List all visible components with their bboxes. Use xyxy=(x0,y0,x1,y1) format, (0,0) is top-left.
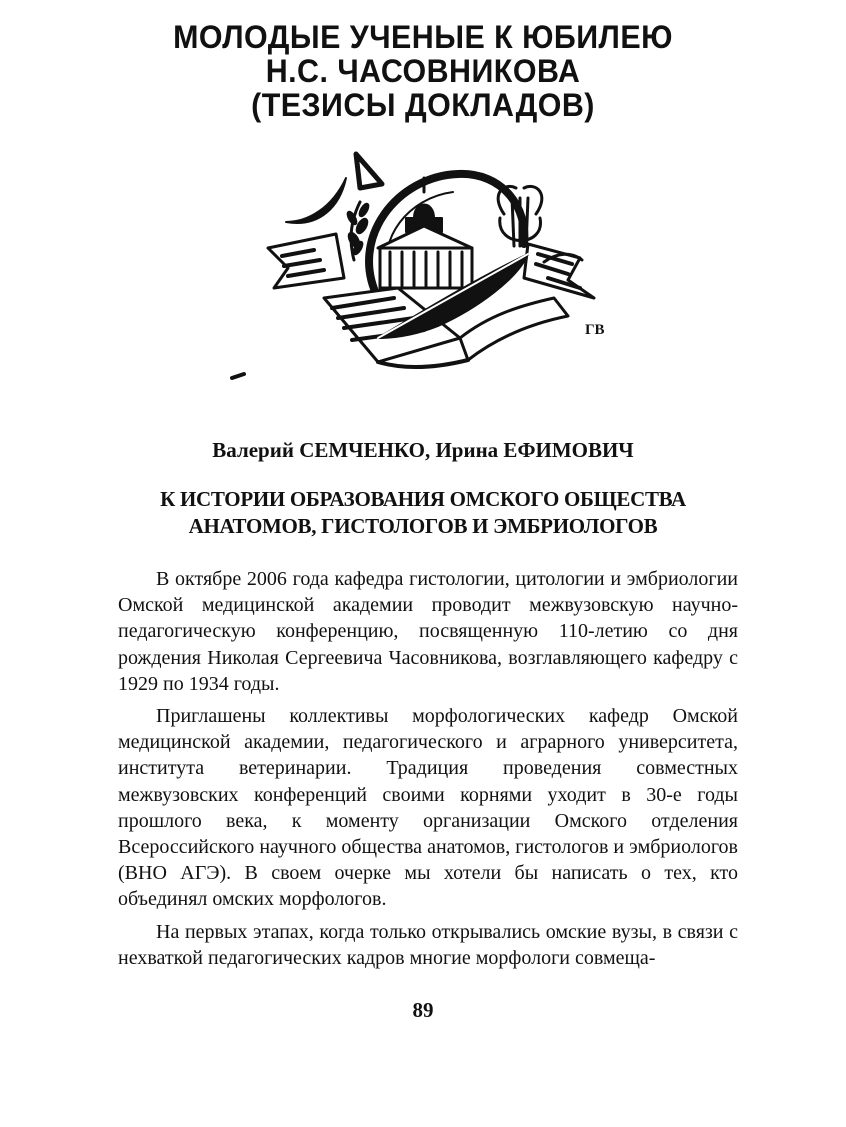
triangle-icon xyxy=(356,154,382,188)
article-authors: Валерий СЕМЧЕНКО, Ирина ЕФИМОВИЧ xyxy=(212,438,634,462)
article-title-line-2: АНАТОМОВ, ГИСТОЛОГОВ И ЭМБРИОЛОГОВ xyxy=(188,514,658,538)
crescent-moon-icon xyxy=(286,178,346,223)
article-title-line-1: К ИСТОРИИ ОБРАЗОВАНИЯ ОМСКОГО ОБЩЕСТВА xyxy=(160,487,686,511)
paragraph: В октябре 2006 года кафедра гистологии, цитологии и эмбриологии Омской медицинской академии проводит межвузовскую научно-педагогическую конференцию, посвященную 110-летию со дня рождения Николая Сергеевича Часовникова, возглавляющего кафедру с 1929 по 1934 годы. xyxy=(118,568,738,695)
header-line-2: Н.С. ЧАСОВНИКОВА xyxy=(265,53,581,89)
conference-emblem xyxy=(228,148,608,384)
article-title xyxy=(0,486,846,540)
header-line-1: МОЛОДЫЕ УЧЕНЫЕ К ЮБИЛЕЮ xyxy=(173,19,673,55)
page-number: 89 xyxy=(412,998,434,1022)
ribbon-right xyxy=(524,244,594,298)
emblem-monogram: ГВ xyxy=(585,322,605,338)
header-line-3: (ТЕЗИСЫ ДОКЛАДОВ) xyxy=(251,87,595,123)
collection-header xyxy=(0,20,846,122)
ribbon-left xyxy=(268,234,344,288)
paragraph: На первых этапах, когда только открывались омские вузы, в связи с нехваткой педагогических кадров многие морфологи совмеща- xyxy=(118,920,738,969)
paragraph: Приглашены коллективы морфологических кафедр Омской медицинской академии, педагогического и аграрного университета, института ветеринарии. Традиция проведения совместных межвузовских конференций своими корнями уходит в 30-е годы прошлого века, к моменту организации Омского отделения Всероссийского научного общества анатомов, гистологов и эмбриологов (ВНО АГЭ). В своем очерке мы хотели бы написать о тех, кто объединял омских морфологов. xyxy=(118,705,738,911)
article-body xyxy=(118,566,738,977)
